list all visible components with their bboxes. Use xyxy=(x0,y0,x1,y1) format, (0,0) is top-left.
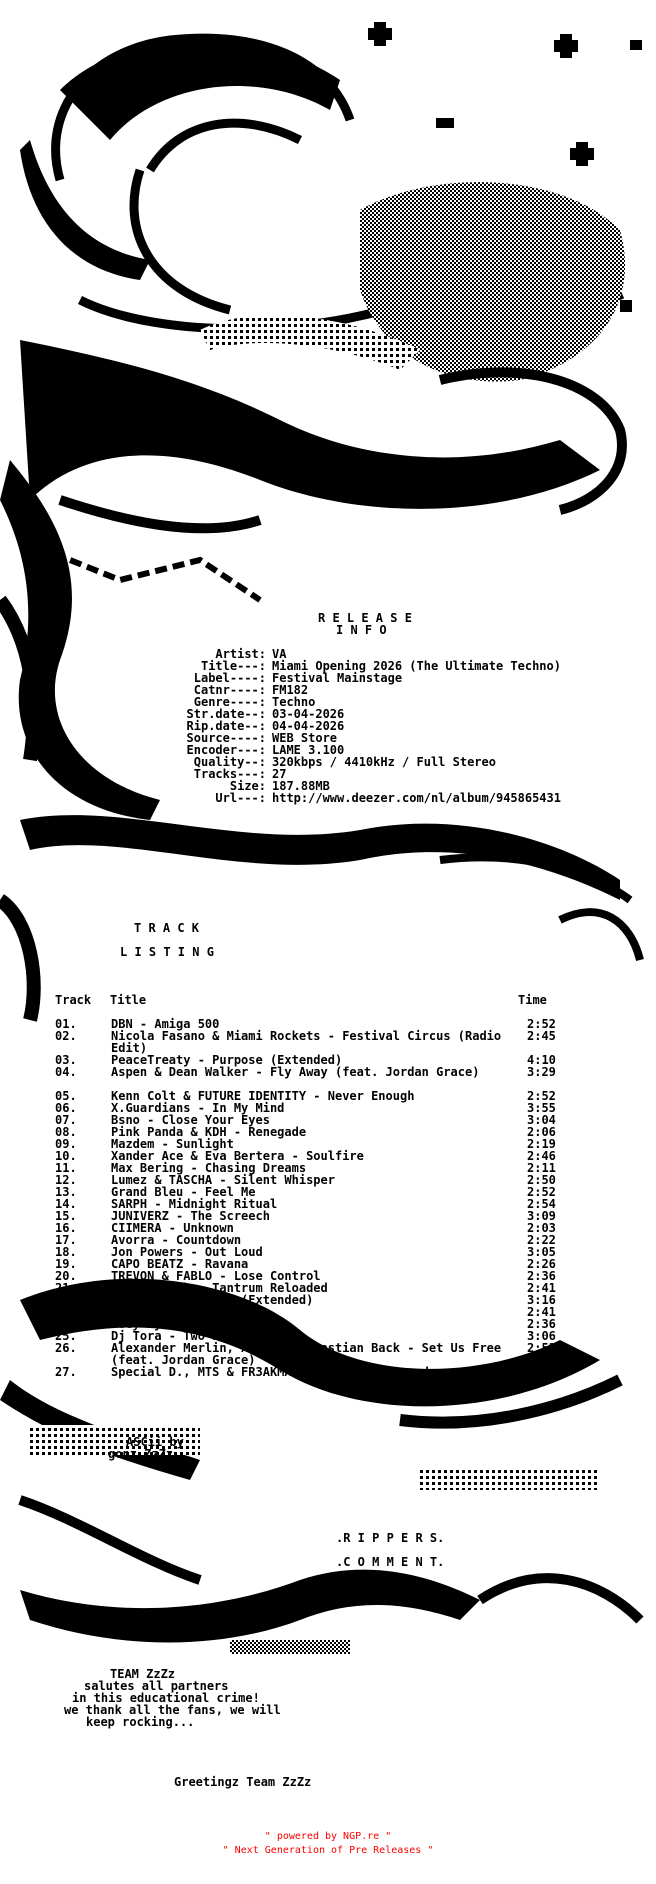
track-time: 2:36 xyxy=(527,1317,556,1331)
release-info-row xyxy=(0,672,656,684)
track-listing-heading-1: T R A C K xyxy=(134,921,200,935)
comment-line: keep rocking... xyxy=(86,1715,195,1729)
track-title: Bsno - Close Your Eyes xyxy=(111,1113,270,1127)
track-number: 20. xyxy=(55,1269,77,1283)
release-info-row xyxy=(0,756,656,768)
track-title: Lumez & TASCHA - Silent Whisper xyxy=(111,1173,335,1187)
release-info-heading-2: I N F O xyxy=(336,623,387,637)
track-time: 2:54 xyxy=(527,1197,556,1211)
release-info-value: 03-04-2026 xyxy=(272,707,345,721)
release-info-value: http://www.deezer.com/nl/album/945865431 xyxy=(272,791,561,805)
release-info-key: Title---: xyxy=(200,659,266,673)
track-title: PeaceTreaty - Purpose (Extended) xyxy=(111,1053,343,1067)
track-number: 09. xyxy=(55,1137,77,1151)
track-number: 11. xyxy=(55,1161,77,1175)
release-info-value: Techno xyxy=(272,695,316,709)
track-title: DBN - Amiga 500 xyxy=(111,1017,220,1031)
track-number: 22. xyxy=(55,1293,77,1307)
column-header-track: Track xyxy=(55,993,92,1007)
release-info-value: 04-04-2026 xyxy=(272,719,345,733)
track-time: 2:52 xyxy=(527,1017,556,1031)
release-info-heading-1: R E L E A S E xyxy=(318,611,412,625)
track-title: Aspen & Dean Walker - Fly Away (feat. Jordan Grace) xyxy=(111,1065,480,1079)
greeting: Greetingz Team ZzZz xyxy=(174,1775,312,1789)
release-info-key: Tracks---: xyxy=(193,767,266,781)
track-number: 17. xyxy=(55,1233,77,1247)
track-title: culineR - Nom Nom (Extended) xyxy=(111,1293,314,1307)
comment-line: in this educational crime! xyxy=(72,1691,260,1705)
column-header-title: Title xyxy=(110,993,147,1007)
rippers-comment-heading-1: .R I P P E R S. xyxy=(336,1531,445,1545)
track-number: 24. xyxy=(55,1317,77,1331)
comment-line: TEAM ZzZz xyxy=(110,1667,176,1681)
track-time: 2:26 xyxy=(527,1257,556,1271)
release-info-key: Genre----: xyxy=(193,695,266,709)
track-row xyxy=(55,1366,575,1378)
release-info-key: Artist: xyxy=(215,647,266,661)
track-number: 07. xyxy=(55,1113,77,1127)
track-title: Ghost. - Save You xyxy=(111,1305,234,1319)
footer-tagline: " Next Generation of Pre Releases " xyxy=(222,1845,434,1856)
release-info-value: Miami Opening 2026 (The Ultimate Techno) xyxy=(272,659,561,673)
track-time: 4:10 xyxy=(527,1053,556,1067)
track-number: 19. xyxy=(55,1257,77,1271)
track-time: 2:41 xyxy=(527,1281,556,1295)
release-info-row xyxy=(0,684,656,696)
track-row xyxy=(55,1341,575,1367)
track-title: Grand Bleu - Feel Me xyxy=(111,1185,256,1199)
track-title: Jon Powers - Out Loud xyxy=(111,1245,263,1259)
comment-line: salutes all partners xyxy=(84,1679,229,1693)
track-title: Mazdem - Sunlight xyxy=(111,1137,234,1151)
track-time: 3:09 xyxy=(527,1209,556,1223)
track-time: 2:13 xyxy=(527,1365,556,1379)
track-number: 18. xyxy=(55,1245,77,1259)
track-number: 14. xyxy=(55,1197,77,1211)
release-info-key: Label----: xyxy=(193,671,266,685)
track-time: 2:19 xyxy=(527,1137,556,1151)
track-title: JUNIVERZ - The Screech xyxy=(111,1209,270,1223)
track-title: Nicola Fasano & Miami Rockets - Festival Circus (Radio Edit) xyxy=(111,1029,502,1055)
track-number: 27. xyxy=(55,1365,77,1379)
track-number: 23. xyxy=(55,1305,77,1319)
track-number: 08. xyxy=(55,1125,77,1139)
track-time: 2:53 xyxy=(527,1341,556,1355)
track-number: 05. xyxy=(55,1089,77,1103)
track-time: 3:29 xyxy=(527,1065,556,1079)
track-time: 2:46 xyxy=(527,1149,556,1163)
release-info-value: Festival Mainstage xyxy=(272,671,403,685)
track-title: Dj Tora - Two Weeks xyxy=(111,1329,249,1343)
track-title: Point Blvnk - Tantrum Reloaded xyxy=(111,1281,328,1295)
track-time: 3:04 xyxy=(527,1113,556,1127)
track-number: 06. xyxy=(55,1101,77,1115)
track-number: 13. xyxy=(55,1185,77,1199)
footer-powered-by: " powered by NGP.re " xyxy=(264,1831,392,1842)
column-header-time: Time xyxy=(518,993,547,1007)
track-title: Joey Ayden - Right Now xyxy=(111,1317,270,1331)
track-title: CIIMERA - Unknown xyxy=(111,1221,234,1235)
release-info-key: Url---: xyxy=(215,791,266,805)
track-title: Avorra - Countdown xyxy=(111,1233,242,1247)
track-title: Alexander Merlin, XanTz & Sebastian Back - Set Us Free (feat. Jordan Grace) xyxy=(111,1341,502,1367)
track-number: 26. xyxy=(55,1341,77,1355)
track-time: 2:22 xyxy=(527,1233,556,1247)
track-time: 2:06 xyxy=(527,1125,556,1139)
release-info-value: 320kbps / 4410kHz / Full Stereo xyxy=(272,755,496,769)
release-info-value: VA xyxy=(272,647,287,661)
track-time: 2:41 xyxy=(527,1305,556,1319)
track-time: 2:50 xyxy=(527,1173,556,1187)
track-time: 2:52 xyxy=(527,1089,556,1103)
track-title: Max Bering - Chasing Dreams xyxy=(111,1161,307,1175)
track-time: 3:55 xyxy=(527,1101,556,1115)
release-info-value: 187.88MB xyxy=(272,779,330,793)
track-row xyxy=(55,1066,575,1078)
track-number: 02. xyxy=(55,1029,77,1043)
release-info-key: Quality--: xyxy=(193,755,266,769)
track-time: 2:36 xyxy=(527,1269,556,1283)
track-title: Kenn Colt & FUTURE IDENTITY - Never Enough xyxy=(111,1089,415,1103)
release-info-value: WEB Store xyxy=(272,731,338,745)
track-number: 12. xyxy=(55,1173,77,1187)
track-title: Xander Ace & Eva Bertera - Soulfire xyxy=(111,1149,364,1163)
track-title: Special D., MTS & FR3AKMASTER - Party Everyday xyxy=(111,1365,444,1379)
release-info-key: Size: xyxy=(229,779,266,793)
release-info-row xyxy=(0,792,656,804)
track-number: 10. xyxy=(55,1149,77,1163)
track-time: 2:52 xyxy=(527,1185,556,1199)
track-row xyxy=(55,1029,575,1055)
ascii-credit-line-2: gonz_ZzZz xyxy=(108,1447,174,1461)
release-info-value: 27 xyxy=(272,767,287,781)
track-time: 3:06 xyxy=(527,1329,556,1343)
track-title: TREVON & FABLO - Lose Control xyxy=(111,1269,321,1283)
track-time: 2:11 xyxy=(527,1161,556,1175)
release-info-key: Str.date--: xyxy=(186,707,266,721)
release-info-key: Catnr----: xyxy=(193,683,266,697)
track-time: 2:45 xyxy=(527,1029,556,1043)
track-number: 21. xyxy=(55,1281,77,1295)
track-listing-heading-2: L I S T I N G xyxy=(120,945,214,959)
track-number: 16. xyxy=(55,1221,77,1235)
track-number: 01. xyxy=(55,1017,77,1031)
ascii-credit-line-1: ASCii by xyxy=(126,1435,184,1449)
track-number: 03. xyxy=(55,1053,77,1067)
release-info-value: LAME 3.100 xyxy=(272,743,345,757)
track-number: 15. xyxy=(55,1209,77,1223)
track-time: 3:05 xyxy=(527,1245,556,1259)
track-number: 04. xyxy=(55,1065,77,1079)
track-title: SARPH - Midnight Ritual xyxy=(111,1197,278,1211)
comment-line: we thank all the fans, we will xyxy=(64,1703,281,1717)
release-info-key: Encoder---: xyxy=(186,743,266,757)
track-time: 2:03 xyxy=(527,1221,556,1235)
track-time: 3:16 xyxy=(527,1293,556,1307)
release-info-value: FM182 xyxy=(272,683,309,697)
track-title: X.Guardians - In My Mind xyxy=(111,1101,285,1115)
release-info-key: Source----: xyxy=(186,731,266,745)
track-number: 25. xyxy=(55,1329,77,1343)
track-title: Pink Panda & KDH - Renegade xyxy=(111,1125,307,1139)
rippers-comment-heading-2: .C O M M E N T. xyxy=(336,1555,445,1569)
release-info-key: Rip.date--: xyxy=(186,719,266,733)
track-title: CAPO BEATZ - Ravana xyxy=(111,1257,249,1271)
